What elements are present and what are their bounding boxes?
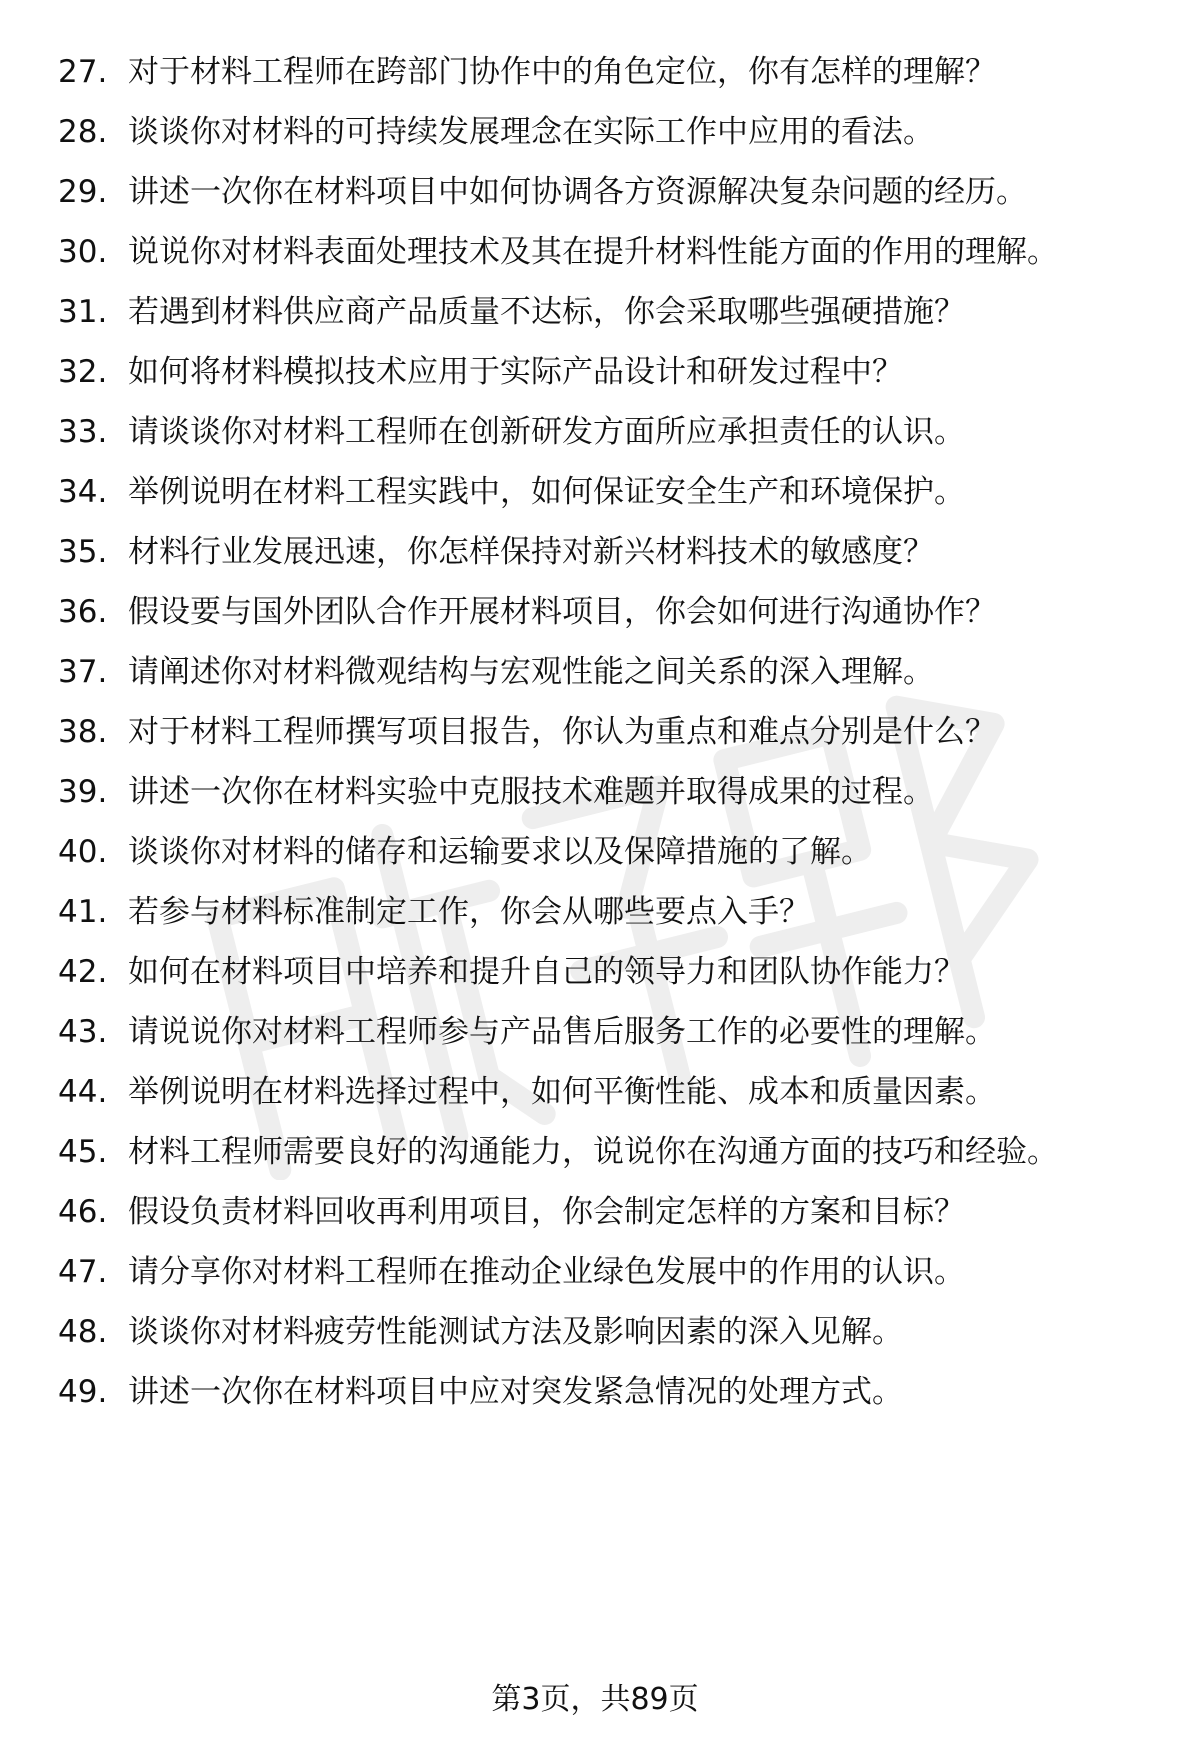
- question-number: 36.: [58, 594, 108, 630]
- question-number: 35.: [58, 534, 108, 570]
- question-number: 41.: [58, 894, 108, 930]
- question-item: [58, 232, 1158, 273]
- question-number: 40.: [58, 834, 108, 870]
- question-text: 若遇到材料供应商产品质量不达标，你会采取哪些强硬措施？: [128, 294, 965, 330]
- question-number: 47.: [58, 1254, 108, 1290]
- question-number: 45.: [58, 1134, 108, 1170]
- question-item: [58, 1012, 1158, 1053]
- question-number: 42.: [58, 954, 108, 990]
- page-number: 第3页，共89页: [491, 1682, 699, 1717]
- question-item: [58, 1072, 1158, 1113]
- question-text: 讲述一次你在材料项目中如何协调各方资源解决复杂问题的经历。: [128, 174, 1027, 210]
- question-item: [58, 472, 1158, 513]
- question-item: [58, 352, 1158, 393]
- question-item: [58, 1192, 1158, 1233]
- question-text: 请阐述你对材料微观结构与宏观性能之间关系的深入理解。: [128, 654, 934, 690]
- question-text: 对于材料工程师在跨部门协作中的角色定位，你有怎样的理解？: [128, 54, 996, 90]
- question-text: 谈谈你对材料的储存和运输要求以及保障措施的了解。: [128, 834, 872, 870]
- question-number: 34.: [58, 474, 108, 510]
- question-item: [58, 772, 1158, 813]
- question-item: [58, 1372, 1158, 1413]
- question-item: [58, 832, 1158, 873]
- question-text: 对于材料工程师撰写项目报告，你认为重点和难点分别是什么？: [128, 714, 996, 750]
- question-text: 请说说你对材料工程师参与产品售后服务工作的必要性的理解。: [128, 1014, 996, 1050]
- question-number: 44.: [58, 1074, 108, 1110]
- question-item: [58, 292, 1158, 333]
- question-item: [58, 172, 1158, 213]
- question-text: 举例说明在材料选择过程中，如何平衡性能、成本和质量因素。: [128, 1074, 996, 1110]
- question-text: 材料行业发展迅速，你怎样保持对新兴材料技术的敏感度？: [128, 534, 934, 570]
- question-item: [58, 652, 1158, 693]
- question-text: 讲述一次你在材料项目中应对突发紧急情况的处理方式。: [128, 1374, 903, 1410]
- question-text: 讲述一次你在材料实验中克服技术难题并取得成果的过程。: [128, 774, 934, 810]
- question-text: 材料工程师需要良好的沟通能力，说说你在沟通方面的技巧和经验。: [128, 1134, 1058, 1170]
- question-text: 如何将材料模拟技术应用于实际产品设计和研发过程中？: [128, 354, 903, 390]
- question-item: [58, 1132, 1158, 1173]
- question-number: 31.: [58, 294, 108, 330]
- question-text: 假设负责材料回收再利用项目，你会制定怎样的方案和目标？: [128, 1194, 965, 1230]
- question-item: [58, 1312, 1158, 1353]
- question-text: 请谈谈你对材料工程师在创新研发方面所应承担责任的认识。: [128, 414, 965, 450]
- question-number: 37.: [58, 654, 108, 690]
- question-item: [58, 952, 1158, 993]
- question-number: 48.: [58, 1314, 108, 1350]
- question-number: 29.: [58, 174, 108, 210]
- question-number: 49.: [58, 1374, 108, 1410]
- question-text: 说说你对材料表面处理技术及其在提升材料性能方面的作用的理解。: [128, 234, 1058, 270]
- question-number: 33.: [58, 414, 108, 450]
- question-number: 43.: [58, 1014, 108, 1050]
- question-item: [58, 592, 1158, 633]
- question-item: [58, 52, 1158, 93]
- question-number: 46.: [58, 1194, 108, 1230]
- question-number: 27.: [58, 54, 108, 90]
- question-text: 谈谈你对材料疲劳性能测试方法及影响因素的深入见解。: [128, 1314, 903, 1350]
- question-item: [58, 892, 1158, 933]
- question-item: [58, 1252, 1158, 1293]
- question-item: [58, 532, 1158, 573]
- question-list: [58, 52, 1158, 1432]
- question-number: 32.: [58, 354, 108, 390]
- question-number: 39.: [58, 774, 108, 810]
- question-item: [58, 712, 1158, 753]
- question-number: 30.: [58, 234, 108, 270]
- question-text: 举例说明在材料工程实践中，如何保证安全生产和环境保护。: [128, 474, 965, 510]
- question-item: [58, 112, 1158, 153]
- question-text: 假设要与国外团队合作开展材料项目，你会如何进行沟通协作？: [128, 594, 996, 630]
- question-text: 若参与材料标准制定工作，你会从哪些要点入手？: [128, 894, 810, 930]
- question-item: [58, 412, 1158, 453]
- question-text: 如何在材料项目中培养和提升自己的领导力和团队协作能力？: [128, 954, 965, 990]
- question-text: 请分享你对材料工程师在推动企业绿色发展中的作用的认识。: [128, 1254, 965, 1290]
- question-text: 谈谈你对材料的可持续发展理念在实际工作中应用的看法。: [128, 114, 934, 150]
- question-number: 28.: [58, 114, 108, 150]
- question-number: 38.: [58, 714, 108, 750]
